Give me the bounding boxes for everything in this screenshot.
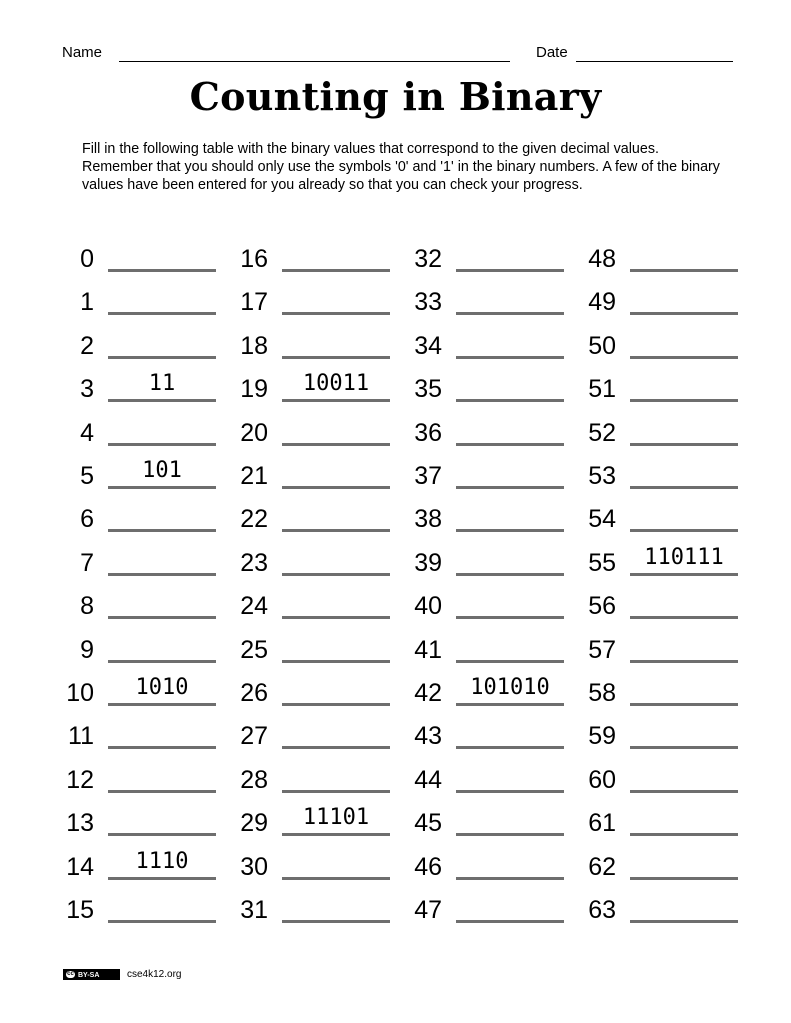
binary-answer-blank[interactable] [108,746,216,749]
decimal-number: 22 [240,505,268,534]
table-row [410,501,570,541]
table-row [410,545,570,585]
decimal-number: 30 [240,852,268,881]
decimal-number: 36 [414,418,442,447]
binary-answer-blank[interactable] [108,660,216,663]
binary-answer: 101 [142,458,182,483]
table-row [584,675,744,715]
binary-answer-blank[interactable] [282,356,390,359]
binary-answer-blank[interactable] [282,920,390,923]
binary-answer: 10011 [302,371,370,397]
table-row [62,588,222,628]
binary-answer-blank[interactable] [282,877,390,880]
table-row [236,501,396,541]
name-field[interactable] [119,61,510,62]
decimal-number: 10 [66,679,94,707]
decimal-number: 28 [240,765,268,794]
binary-answer-blank[interactable] [456,616,564,619]
table-row [62,328,222,368]
instructions-text: Fill in the following table with the binary values that correspond to the given decimal values. Remember that you should only use the symbols '0' and '1' in the binary numbers. A few of the binary values have been entered for you already so that you can check your progress. [82,141,720,193]
table-row [236,762,396,802]
cc-license-badge [63,969,120,980]
table-row [62,805,222,845]
table-row [584,588,744,628]
decimal-number: 25 [240,635,268,664]
binary-answer-blank[interactable] [282,443,390,446]
decimal-number: 24 [240,592,268,621]
binary-answer-blank[interactable] [630,877,738,880]
decimal-number: 20 [240,418,268,447]
binary-answer-blank[interactable] [630,703,738,706]
binary-answer-blank[interactable] [108,356,216,359]
decimal-number: 51 [588,375,616,404]
binary-answer-blank[interactable] [282,486,390,489]
binary-answer-blank[interactable] [456,746,564,749]
decimal-number: 12 [66,765,94,794]
table-row [62,892,222,932]
binary-answer-blank[interactable] [456,877,564,880]
binary-answer-blank[interactable] [108,443,216,446]
binary-answer: 11 [148,371,176,397]
table-row [62,284,222,324]
decimal-number: 50 [588,331,616,360]
table-row [584,892,744,932]
binary-answer: 101010 [470,675,550,700]
decimal-number: 57 [588,635,616,664]
table-row [62,371,222,411]
decimal-number: 44 [414,765,442,794]
decimal-number: 40 [414,592,442,621]
table-row [410,458,570,498]
decimal-number: 0 [80,245,94,273]
decimal-number: 1 [80,288,94,317]
decimal-number: 18 [240,331,268,360]
table-row [410,849,570,889]
table-row [410,805,570,845]
binary-answer-blank[interactable] [456,660,564,663]
table-row [236,805,396,845]
table-row [584,805,744,845]
decimal-number: 14 [66,852,94,881]
binary-answer-blank[interactable] [282,833,390,836]
binary-answer-blank[interactable] [282,573,390,576]
binary-answer-blank[interactable] [282,269,390,272]
table-row [62,501,222,541]
table-row [410,328,570,368]
decimal-number: 11 [68,722,94,751]
binary-answer-blank[interactable] [630,616,738,619]
decimal-number: 5 [80,462,94,490]
binary-answer: 11101 [302,805,370,831]
site-credit: cse4k12.org [127,969,182,980]
decimal-number: 62 [588,852,616,881]
table-row [410,675,570,715]
table-row [236,892,396,932]
binary-answer-blank[interactable] [630,312,738,315]
table-row [584,415,744,455]
decimal-number: 31 [240,896,268,924]
binary-answer-blank[interactable] [630,920,738,923]
table-row [584,371,744,411]
decimal-number: 54 [588,505,616,534]
binary-answer-blank[interactable] [282,660,390,663]
table-row [584,762,744,802]
table-row [236,632,396,672]
decimal-number: 55 [588,548,616,577]
table-row [584,284,744,324]
binary-answer: 1110 [135,848,189,874]
binary-answer-blank[interactable] [108,486,216,489]
table-row [584,458,744,498]
binary-answer-blank[interactable] [630,790,738,793]
binary-answer-blank[interactable] [108,269,216,272]
decimal-number: 61 [588,809,616,838]
table-row [62,241,222,281]
decimal-number: 47 [414,896,442,924]
binary-answer-blank[interactable] [108,790,216,793]
table-row [410,415,570,455]
table-row [236,458,396,498]
binary-answer-blank[interactable] [456,573,564,576]
binary-answer-blank[interactable] [630,573,738,576]
table-row [584,632,744,672]
table-row [62,849,222,889]
table-row [236,718,396,758]
binary-answer-blank[interactable] [456,529,564,532]
binary-answer-blank[interactable] [282,529,390,532]
decimal-number: 23 [240,548,268,577]
decimal-number: 46 [414,852,442,881]
decimal-number: 3 [80,375,94,404]
table-row [584,501,744,541]
decimal-number: 32 [414,245,442,273]
binary-answer-blank[interactable] [456,790,564,793]
table-row [62,415,222,455]
table-row [410,892,570,932]
table-row [236,328,396,368]
decimal-number: 33 [414,288,442,317]
table-row [236,675,396,715]
decimal-number: 16 [240,245,268,273]
table-row [410,588,570,628]
table-row [410,241,570,281]
table-row [410,718,570,758]
binary-answer-blank[interactable] [630,269,738,272]
date-label: Date [536,44,568,61]
binary-answer-blank[interactable] [456,356,564,359]
decimal-number: 45 [414,809,442,838]
binary-answer-blank[interactable] [108,399,216,402]
page-title: Counting in Binary [189,74,602,119]
table-row [410,632,570,672]
decimal-number: 59 [588,722,616,751]
binary-answer-blank[interactable] [456,443,564,446]
binary-answer-blank[interactable] [108,529,216,532]
table-row [62,545,222,585]
decimal-number: 52 [588,418,616,447]
decimal-number: 63 [588,896,616,924]
binary-answer-blank[interactable] [282,746,390,749]
table-row [410,762,570,802]
binary-answer-blank[interactable] [630,356,738,359]
table-row [584,328,744,368]
decimal-number: 27 [240,722,268,751]
table-row [410,284,570,324]
binary-answer-blank[interactable] [456,486,564,489]
decimal-number: 17 [240,288,268,317]
decimal-number: 21 [240,462,268,490]
binary-answer: 1010 [135,675,189,700]
binary-answer-blank[interactable] [108,616,216,619]
binary-answer-blank[interactable] [630,443,738,446]
binary-answer-blank[interactable] [108,920,216,923]
binary-answer-blank[interactable] [630,833,738,836]
decimal-number: 15 [66,896,94,924]
table-row [236,241,396,281]
binary-answer-blank[interactable] [630,660,738,663]
decimal-number: 38 [414,505,442,534]
binary-answer-blank[interactable] [456,399,564,402]
decimal-number: 7 [80,548,94,577]
decimal-number: 49 [588,288,616,317]
binary-answer-blank[interactable] [282,703,390,706]
decimal-number: 43 [414,722,442,751]
binary-answer-blank[interactable] [630,399,738,402]
license-label: BY-SA [78,972,100,979]
binary-answer-blank[interactable] [456,269,564,272]
decimal-number: 19 [240,375,268,404]
binary-table [0,241,791,931]
decimal-number: 58 [588,679,616,707]
decimal-number: 35 [414,375,442,404]
cc-icon: cc [67,971,74,977]
decimal-number: 60 [588,765,616,794]
table-row [62,632,222,672]
table-row [584,718,744,758]
binary-answer-blank[interactable] [630,486,738,489]
decimal-number: 39 [414,548,442,577]
binary-answer-blank[interactable] [456,703,564,706]
table-row [584,545,744,585]
binary-answer-blank[interactable] [282,616,390,619]
decimal-number: 8 [80,592,94,621]
decimal-number: 48 [588,245,616,273]
table-row [236,371,396,411]
table-row [62,675,222,715]
binary-answer-blank[interactable] [630,529,738,532]
table-row [584,241,744,281]
decimal-number: 37 [414,462,442,490]
binary-answer-blank[interactable] [282,790,390,793]
decimal-number: 26 [240,679,268,707]
name-label: Name [62,44,103,61]
binary-answer-blank[interactable] [456,833,564,836]
table-row [236,849,396,889]
decimal-number: 2 [80,331,94,360]
decimal-number: 34 [414,331,442,360]
binary-answer: 110111 [644,544,724,570]
decimal-number: 41 [414,635,442,664]
decimal-number: 9 [80,635,94,664]
table-row [62,718,222,758]
table-row [236,415,396,455]
table-row [584,849,744,889]
table-row [236,284,396,324]
binary-answer-blank[interactable] [456,312,564,315]
decimal-number: 29 [240,809,268,838]
binary-answer-blank[interactable] [282,312,390,315]
binary-answer-blank[interactable] [108,573,216,576]
header-row [62,44,734,66]
decimal-number: 56 [588,592,616,621]
binary-answer-blank[interactable] [282,399,390,402]
binary-answer-blank[interactable] [630,746,738,749]
decimal-number: 42 [414,679,442,707]
binary-answer-blank[interactable] [108,877,216,880]
date-field[interactable] [576,61,733,62]
table-row [410,371,570,411]
table-row [62,458,222,498]
decimal-number: 4 [80,418,94,447]
decimal-number: 6 [80,505,94,534]
binary-answer-blank[interactable] [108,703,216,706]
table-row [236,545,396,585]
decimal-number: 53 [588,462,616,490]
table-row [236,588,396,628]
decimal-number: 13 [66,809,94,838]
binary-answer-blank[interactable] [108,833,216,836]
binary-answer-blank[interactable] [456,920,564,923]
table-row [62,762,222,802]
binary-answer-blank[interactable] [108,312,216,315]
